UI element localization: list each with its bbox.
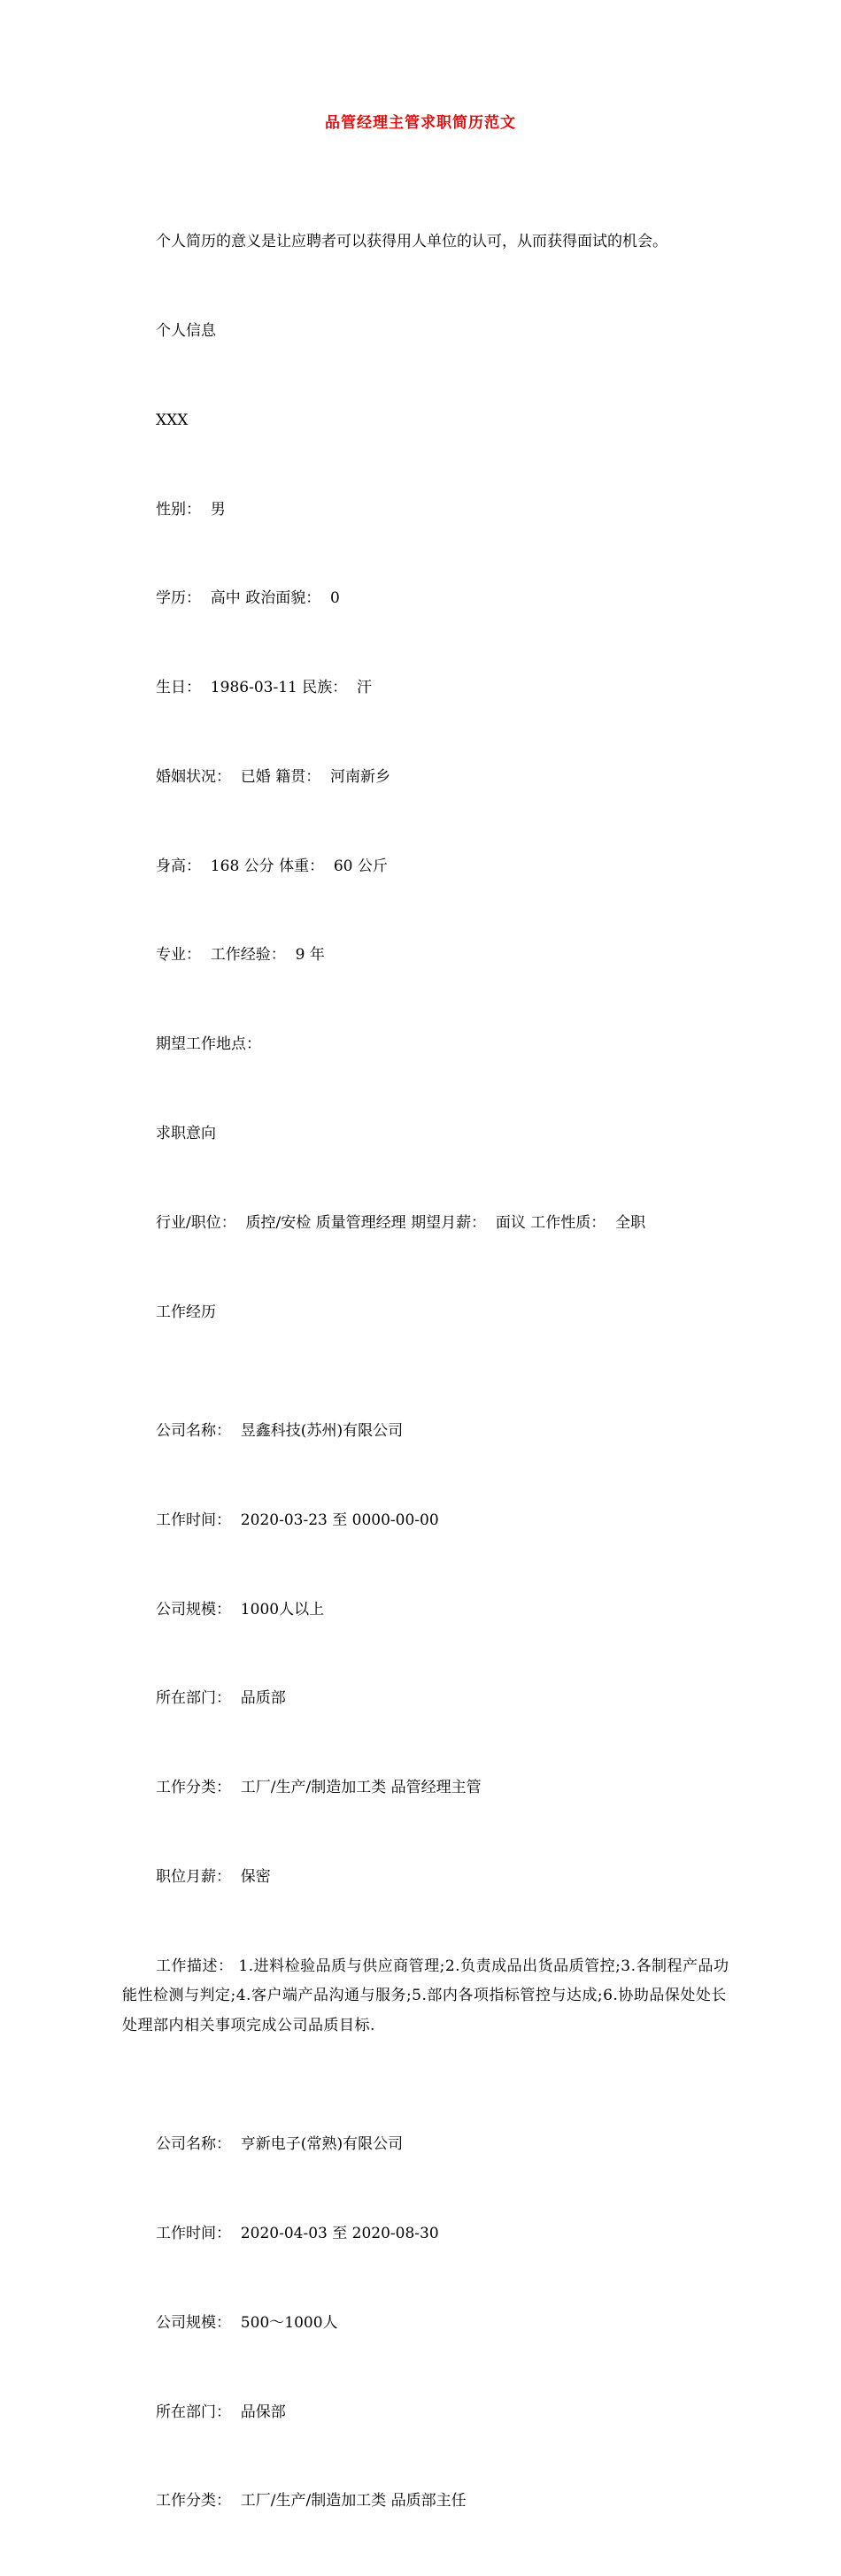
job2-category: 工作分类： 工厂/生产/制造加工类 品质部主任 <box>156 2492 467 2511</box>
intro-text: 个人简历的意义是让应聘者可以获得用人单位的认可，从而获得面试的机会。 <box>156 233 667 251</box>
job2-time: 工作时间： 2020-04-03 至 2020-08-30 <box>156 2224 439 2242</box>
job1-department: 所在部门： 品质部 <box>156 1689 286 1708</box>
marital-line: 婚姻状况： 已婚 籍贯： 河南新乡 <box>156 767 391 786</box>
industry-line: 行业/职位： 质控/安检 质量管理经理 期望月薪： 面议 工作性质： 全职 <box>156 1213 646 1232</box>
job1-category: 工作分类： 工厂/生产/制造加工类 品管经理主管 <box>156 1779 482 1797</box>
major-line: 专业： 工作经验： 9 年 <box>156 946 325 965</box>
job2-scale: 公司规模： 500～1000人 <box>156 2313 338 2332</box>
name-value: XXX <box>156 411 189 429</box>
document-title: 品管经理主管求职简历范文 <box>325 114 516 132</box>
job1-time: 工作时间： 2020-03-23 至 0000-00-00 <box>156 1511 439 1529</box>
job2-company: 公司名称： 亨新电子(常熟)有限公司 <box>156 2135 404 2154</box>
job1-scale: 公司规模： 1000人以上 <box>156 1600 325 1619</box>
job1-description: 工作描述： 1.进料检验品质与供应商管理;2.负责成品出货品质管控;3.各制程产品功能性检测与判定;4.客户端产品沟通与服务;5.部内各项指标管控与达成;6.协助品保处处长处理部内相关事项完成公司品质目标. <box>122 1957 729 2034</box>
education-line: 学历： 高中 政治面貌： 0 <box>156 589 340 608</box>
section-heading-intent: 求职意向 <box>156 1125 216 1142</box>
job2-department: 所在部门： 品保部 <box>156 2403 286 2421</box>
gender-line: 性别： 男 <box>156 500 226 519</box>
section-heading-experience: 工作经历 <box>156 1303 216 1321</box>
expected-location-line: 期望工作地点： <box>156 1035 261 1054</box>
height-line: 身高： 168 公分 体重： 60 公斤 <box>156 857 388 875</box>
section-heading-personal: 个人信息 <box>156 321 216 340</box>
job1-salary: 职位月薪： 保密 <box>156 1867 271 1886</box>
job1-company: 公司名称： 昱鑫科技(苏州)有限公司 <box>156 1421 404 1440</box>
resume-body <box>122 168 733 2576</box>
birthday-line: 生日： 1986-03-11 民族： 汗 <box>156 679 373 697</box>
